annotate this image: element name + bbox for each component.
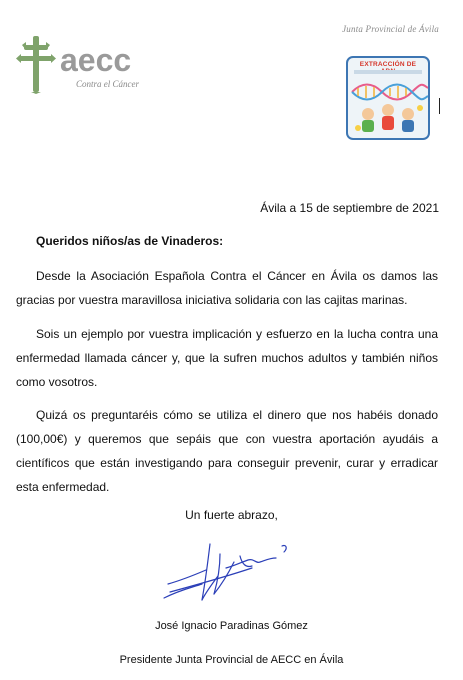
paragraph-thanks: Desde la Asociación Española Contra el Cáncer en Ávila os damos las gracias por vuestra maravillosa iniciativa solidaria con las cajitas marinas. <box>16 269 438 307</box>
header-organization: Junta Provincial de Ávila <box>342 24 439 34</box>
dna-helix-illustration <box>348 58 428 138</box>
aecc-logo <box>16 36 166 96</box>
poster-title: EXTRACCIÓN DE <box>359 61 417 68</box>
letter-closing: Un fuerte abrazo, <box>185 508 278 522</box>
letter-date: Ávila a 15 de septiembre de 2021 <box>260 201 439 215</box>
letter-greeting: Queridos niños/as de Vinaderos: <box>36 234 224 248</box>
paragraph-example: Sois un ejemplo por vuestra implicación y esfuerzo en la lucha contra una enfermedad llamada cáncer y, que la sufren muchos adultos y también niños como vosotros. <box>16 327 438 389</box>
dna-poster-image <box>346 56 430 140</box>
lorraine-cross-icon <box>16 36 56 94</box>
handwritten-signature <box>162 540 292 606</box>
text-cursor <box>439 98 440 114</box>
logo-tagline: Contra el Cáncer <box>76 79 139 89</box>
signer-name: José Ignacio Paradinas Gómez <box>155 620 308 632</box>
signer-title: Presidente Junta Provincial de AECC en Ávila <box>119 654 344 666</box>
logo-wordmark: aecc <box>60 42 132 78</box>
paragraph-donation: Quizá os preguntaréis cómo se utiliza el dinero que nos habéis donado (100,00€) y queremos que sepáis que con vuestra aportación ayudáis a científicos que están investigando para conseguir prevenir, curar y erradicar esta enfermedad. <box>16 408 438 494</box>
